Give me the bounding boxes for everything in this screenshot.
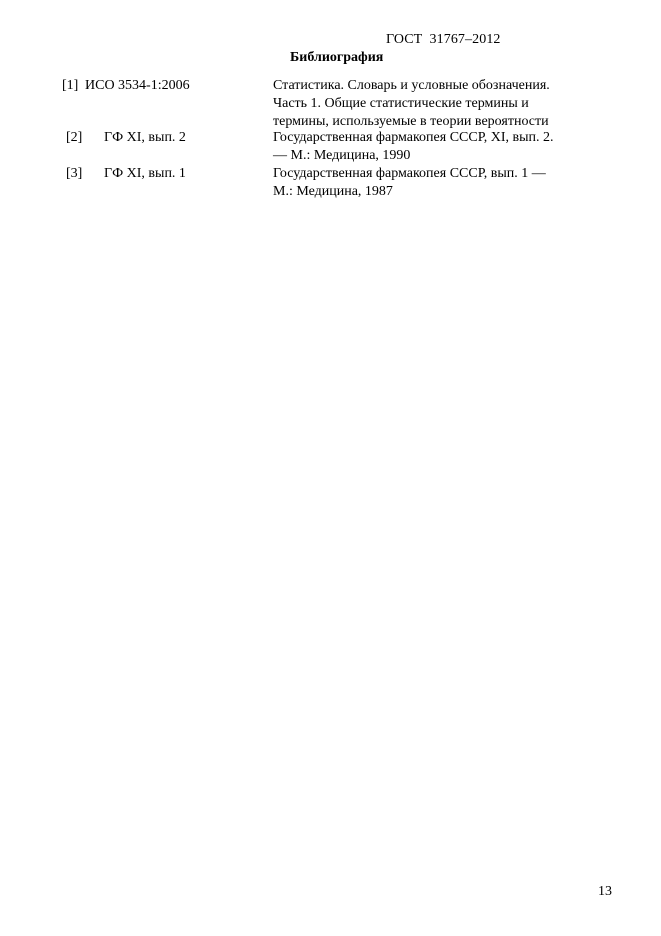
entry-description-line: — М.: Медицина, 1990	[273, 148, 411, 163]
entry-description-line: Государственная фармакопея СССР, вып. 1 —	[273, 166, 546, 181]
entry-source: ГФ XI, вып. 1	[104, 166, 186, 181]
entry-description	[273, 77, 603, 131]
entry-number: [1]	[62, 78, 79, 93]
entry-source: ИСО 3534-1:2006	[85, 78, 190, 93]
entry-number: [2]	[66, 130, 83, 145]
entry-source: ГФ XI, вып. 2	[104, 130, 186, 145]
entry-description	[273, 129, 603, 165]
standard-code-header: ГОСТ 31767–2012	[386, 32, 501, 47]
entry-description-line: Государственная фармакопея СССР, XI, вып. 2.	[273, 130, 554, 145]
entry-description	[273, 165, 603, 201]
page-number: 13	[598, 884, 612, 899]
entry-description-line: Статистика. Словарь и условные обозначения.	[273, 78, 550, 93]
entry-description-line: М.: Медицина, 1987	[273, 184, 393, 199]
entry-description-line: термины, используемые в теории вероятности	[273, 114, 549, 129]
entry-number: [3]	[66, 166, 83, 181]
entry-description-line: Часть 1. Общие статистические термины и	[273, 96, 529, 111]
bibliography-title: Библиография	[290, 50, 384, 65]
